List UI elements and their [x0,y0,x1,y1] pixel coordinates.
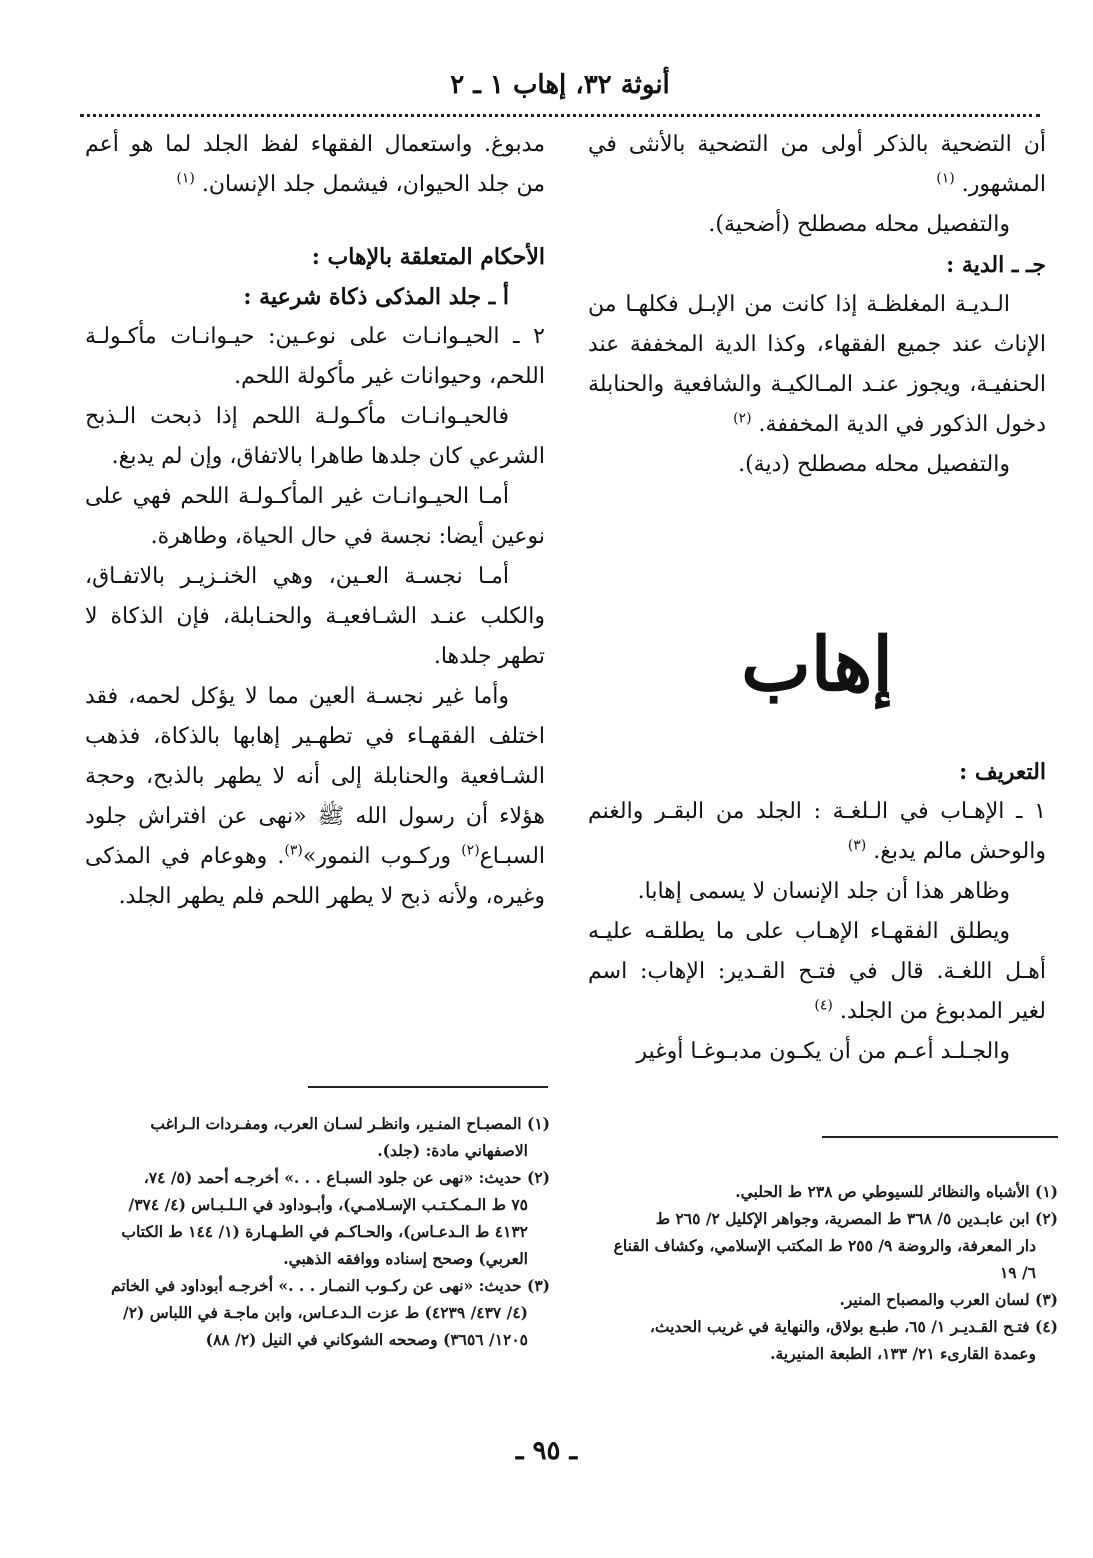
footnote-ref[interactable]: (٣) [284,842,303,859]
paragraph: ويطلق الفقهـاء الإهـاب على ما يطلقـه عليـه أهـل اللغـة. قال في فتـح القـدير: الإهاب: اسم لغير المدبوغ من الجلد. $^{(٤)}$ [588,919,1046,1024]
footnote: (٣) لسان العرب والمصباح المنير. [839,1290,1058,1309]
footnote-ref[interactable]: (١) [176,170,195,187]
footnote: (٤) فتـح القـديـر ١/ ٦٥، طبـع بولاق، والنهاية في غريب الحديث، [649,1317,1058,1336]
footnote: (٢) ابن عابـدين ٥/ ٣٦٨ ط المصرية، وجواهر الإكليل ٢/ ٢٦٥ ط [655,1209,1058,1228]
paragraph: والتفصيل محله مصطلح (دية). [738,452,1010,477]
paragraph: الـديـة المغلظـة إذا كانت من الإبـل فكلهـا من الإناث عند جميع الفقهاء، وكذا الدية المخففة عند الحنفيـة، ويجوز عنـد المـالكيـة والشافعية والحنابلة دخول الذكور في الدية المخففة. $^{(٢)}$ [588,292,1046,437]
section-heading-rulings: الأحكام المتعلقة بالإهاب : [311,244,545,270]
paragraph: أن التضحية بالذكر أولى من التضحية بالأنثى في المشهور. $^{(١)}$ [588,132,1046,197]
footnote-ref[interactable]: (٣) [847,837,867,854]
footnote-continuation: ٧٥ ط الـمـكـتـب الإسـلامـي)، وأبـوداود في الـلـبـاس (٤/ ٣٧٤/ ٤١٣٢ ط الـدعـاس)، والحـاكـم في الطـهـارة (١/ ١٤٤ ط الكتاب العربي) وصحح إسناده ووافقه الذهبي. [121,1195,528,1268]
right-column-definition [588,752,1046,1072]
footnote-continuation: الاصفهاني مادة: (جلد). [377,1141,528,1160]
left-column [85,125,545,917]
footnote-ref[interactable]: (٢) [461,842,480,859]
paragraph: والجـلـد أعـم من أن يكـون مدبـوغـا أوغير [636,1039,1010,1064]
running-header: أنوثة ٣٢، إهاب ١ ـ ٢ [450,70,670,100]
paragraph: ١ ـ الإهـاب في الـلغـة : الجلد من البقـر والغنم والوحش مالم يدبغ. $^{(٣)}$ [588,799,1046,864]
paragraph: فالحيـوانـات مأكـولـة اللحم إذا ذبحت الـذبح الشرعي كان جلدها طاهرا بالاتفاق، وإن لم يدبغ. [85,404,545,469]
paragraph: أمـا نجسـة العـين، وهي الخنـزيـر بالاتفـاق، والكلب عنـد الشـافعيـة والحنـابلة، فإن الذكاة لا تطهر جلدها. [85,564,545,669]
footnote-separator [822,1136,1058,1138]
right-column [588,125,1046,485]
spacer [85,205,545,237]
paragraph: وأما غير نجسـة العين مما لا يؤكل لحمه، فقد اختلف الفقهـاء في تطهـير إهابها بالذكاة، فذهب الشـافعية والحنابلة إلى أنه لا يطهر بالذبح، وحجة هؤلاء أن رسول الله ﷺ «نهى عن افتراش جلود السبـاع$^{(٢)}$ وركـوب النمور»$^{(٣)}$. وهوعام في المذكى وغيره، ولأنه ذبح لا يطهر اللحم فلم يطهر الجلد. [85,684,546,909]
page-number: ـ ٩٥ ـ [515,1436,578,1466]
article-title: إهاب [741,622,893,708]
footnote: (١) الأشباه والنظائر للسيوطي ص ٢٣٨ ط الحلبي. [735,1182,1058,1201]
paragraph: وظاهر هذا أن جلد الإنسان لا يسمى إهابا. [637,879,1010,904]
paragraph: مدبوغ. واستعمال الفقهاء لفظ الجلد لما هو أعم من جلد الحيوان، فيشمل جلد الإنسان. $^{(١)}$ [85,132,545,197]
footnote-ref[interactable]: (٤) [814,997,833,1014]
footnotes-left [110,1110,550,1353]
paragraph: والتفصيل محله مصطلح (أضحية). [708,212,1010,237]
subsection-heading: أ ـ جلد المذكى ذكاة شرعية : [243,284,509,310]
section-heading-definition: التعريف : [959,759,1046,785]
footnote-continuation: (٤/ ٤٣٧/ ٤٢٣٩) ط عزت الـدعـاس، وابن ماجـة في اللباس (٢/ ١٢٠٥/ ٣٦٥٦) وصححه الشوكاني في النيل (٢/ ٨٨) [123,1303,528,1349]
footnote-continuation: وعمدة القارىء ٢١/ ١٣٣، الطبعة المنيرية. [770,1344,1036,1363]
paragraph: أمـا الحيـوانـات غير المأكـولـة اللحم فهي على نوعين أيضا: نجسة في حال الحياة، وطاهرة. [85,484,545,549]
footnote-ref[interactable]: (١) [936,170,955,187]
paragraph: ٢ ـ الحيـوانـات على نوعـين: حيـوانـات مأكـولـة اللحم، وحيوانات غير مأكولة اللحم. [85,324,545,389]
section-heading-diya: جـ ـ الدية : [946,252,1046,278]
header-dotted-rule [80,114,1040,117]
footnote: (٢) حديث: «نهى عن جلود السبـاع . . .» أخرجـه أحمد (٥/ ٧٤، [143,1168,550,1187]
footnote: (٣) حديث: «نهى عن ركـوب النمـار . . .» أخرجـه أبوداود في الخاتم [111,1276,550,1295]
footnote-continuation: دار المعرفة، والروضة ٩/ ٢٥٥ ط المكتب الإسلامي، وكشاف القناع ٦/ ١٩ [613,1236,1036,1282]
footnotes-right [598,1178,1058,1367]
footnote: (١) المصبـاح المنـير، وانظـر لسـان العرب، ومفـردات الـراغب [150,1114,550,1133]
footnote-separator [308,1086,548,1088]
footnote-ref[interactable]: (٢) [733,410,752,427]
